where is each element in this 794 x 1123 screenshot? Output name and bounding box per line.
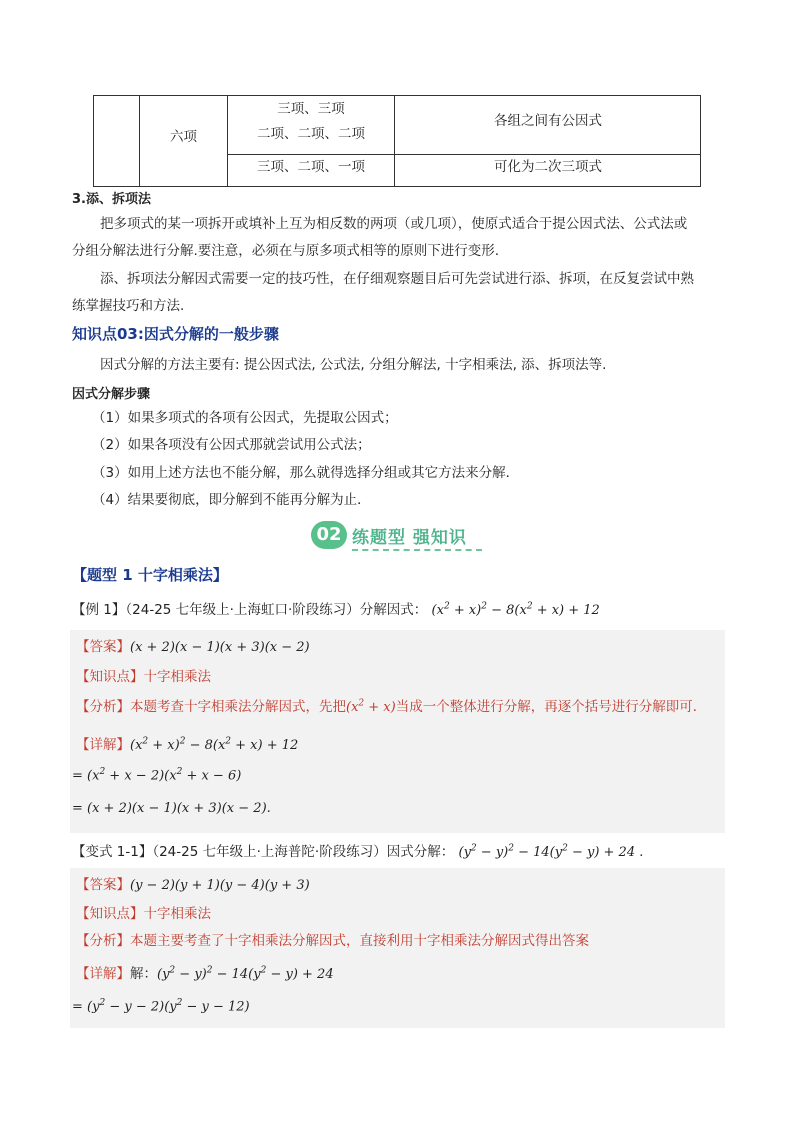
detail-label: 【详解】 bbox=[76, 737, 130, 753]
table-cell-group: 三项、三项 bbox=[277, 101, 345, 117]
knowledge-line bbox=[76, 902, 211, 922]
paragraph-line: 因式分解的方法主要有: 提公因式法, 公式法, 分组分解法, 十字相乘法, 添、拆项法等. bbox=[100, 357, 607, 373]
analysis-text: 本题考查十字相乘法分解因式，先把 bbox=[130, 699, 346, 715]
detail-expression: $(x^2 + x)^2 - 8(x^2 + x) + 12$ bbox=[130, 736, 299, 753]
paragraph bbox=[72, 211, 726, 238]
knowledge-label: 【知识点】 bbox=[76, 669, 144, 685]
detail-step: = (x + 2)(x − 1)(x + 3)(x − 2). bbox=[72, 801, 271, 816]
detail-expression: $(y^2 - y)^2 - 14(y^2 - y) + 24$ bbox=[157, 965, 334, 982]
detail-step: = $(x^2 + x - 2)(x^2 + x - 6)$ bbox=[72, 767, 242, 784]
detail-line bbox=[76, 733, 298, 753]
detail-label: 【详解】 bbox=[76, 966, 130, 982]
table-cell-terms: 六项 bbox=[170, 129, 197, 145]
paragraph-line: 分组分解法进行分解.要注意，必须在与原多项式相等的原则下进行变形. bbox=[72, 243, 500, 259]
step-item: （3）如用上述方法也不能分解，那么就得选择分组或其它方法来分解． bbox=[92, 465, 520, 481]
section-banner-title: 练题型 强知识 bbox=[352, 528, 467, 548]
step-item: （4）结果要彻底，即分解到不能再分解为止． bbox=[92, 492, 371, 508]
knowledge-line bbox=[76, 665, 211, 685]
table-cell-group: 二项、二项、二项 bbox=[257, 126, 365, 142]
analysis-text: 本题主要考查了十字相乘法分解因式，直接利用十字相乘法分解因式得出答案 bbox=[130, 933, 589, 949]
knowledge-heading: 知识点03:因式分解的一般步骤 bbox=[72, 325, 279, 343]
paragraph-line: 添、拆项法分解因式需要一定的技巧性，在仔细观察题目后可先尝试进行添、拆项，在反复尝试中熟 bbox=[100, 271, 694, 287]
section-number-badge: 02 bbox=[311, 521, 347, 549]
paragraph-line: 把多项式的某一项拆开或填补上互为相反数的两项（或几项），使原式适合于提公因式法、公式法或 bbox=[100, 216, 688, 232]
detail-step: = $(y^2 - y - 2)(y^2 - y - 12)$ bbox=[72, 998, 250, 1015]
detail-prefix: 解： bbox=[130, 966, 157, 982]
example-label: 【例 1】 bbox=[72, 602, 126, 618]
analysis-label: 【分析】 bbox=[76, 699, 130, 715]
step-item: （2）如果各项没有公因式那就尝试用公式法； bbox=[92, 437, 371, 453]
answer-label: 【答案】 bbox=[76, 639, 130, 655]
variant-source: （24-25 七年级上·上海普陀·阶段练习）因式分解： bbox=[152, 844, 455, 860]
answer-expression: (y − 2)(y + 1)(y − 4)(y + 3) bbox=[130, 878, 310, 893]
banner-underline bbox=[352, 549, 482, 551]
group-table bbox=[93, 95, 701, 187]
analysis-line bbox=[76, 695, 726, 715]
answer-label: 【答案】 bbox=[76, 877, 130, 893]
example-expression: $(x^2 + x)^2 - 8(x^2 + x) + 12$ bbox=[431, 601, 600, 618]
variant-label: 【变式 1-1】 bbox=[72, 844, 153, 860]
example-question bbox=[72, 598, 600, 618]
table-cell-desc: 可化为二次三项式 bbox=[494, 159, 602, 175]
example-source: （24-25 七年级上·上海虹口·阶段练习）分解因式： bbox=[125, 602, 428, 618]
knowledge-label: 【知识点】 bbox=[76, 906, 144, 922]
paragraph-line: 练掌握技巧和方法. bbox=[72, 298, 185, 314]
step-item: （1）如果多项式的各项有公因式，先提取公因式； bbox=[92, 410, 398, 426]
question-type-heading: 【题型 1 十字相乘法】 bbox=[72, 566, 228, 584]
answer-line bbox=[76, 873, 310, 893]
table-divider bbox=[227, 154, 700, 155]
analysis-expression: $(x^2 + x)$ bbox=[346, 698, 396, 715]
variant-question bbox=[72, 840, 643, 860]
answer-expression: (x + 2)(x − 1)(x + 3)(x − 2) bbox=[130, 640, 310, 655]
answer-line bbox=[76, 635, 310, 655]
steps-heading: 因式分解步骤 bbox=[72, 387, 151, 402]
variant-expression: $(y^2 - y)^2 - 14(y^2 - y) + 24$ . bbox=[458, 843, 644, 860]
knowledge-value: 十字相乘法 bbox=[143, 906, 211, 922]
knowledge-value: 十字相乘法 bbox=[143, 669, 211, 685]
analysis-label: 【分析】 bbox=[76, 933, 130, 949]
section-heading: 3.添、拆项法 bbox=[72, 192, 151, 207]
detail-line bbox=[76, 962, 334, 982]
analysis-line bbox=[76, 929, 589, 949]
analysis-text: 当成一个整体进行分解，再逐个括号进行分解即可． bbox=[395, 699, 707, 715]
table-cell-desc: 各组之间有公因式 bbox=[494, 113, 602, 129]
table-cell-group: 三项、二项、一项 bbox=[257, 159, 365, 175]
